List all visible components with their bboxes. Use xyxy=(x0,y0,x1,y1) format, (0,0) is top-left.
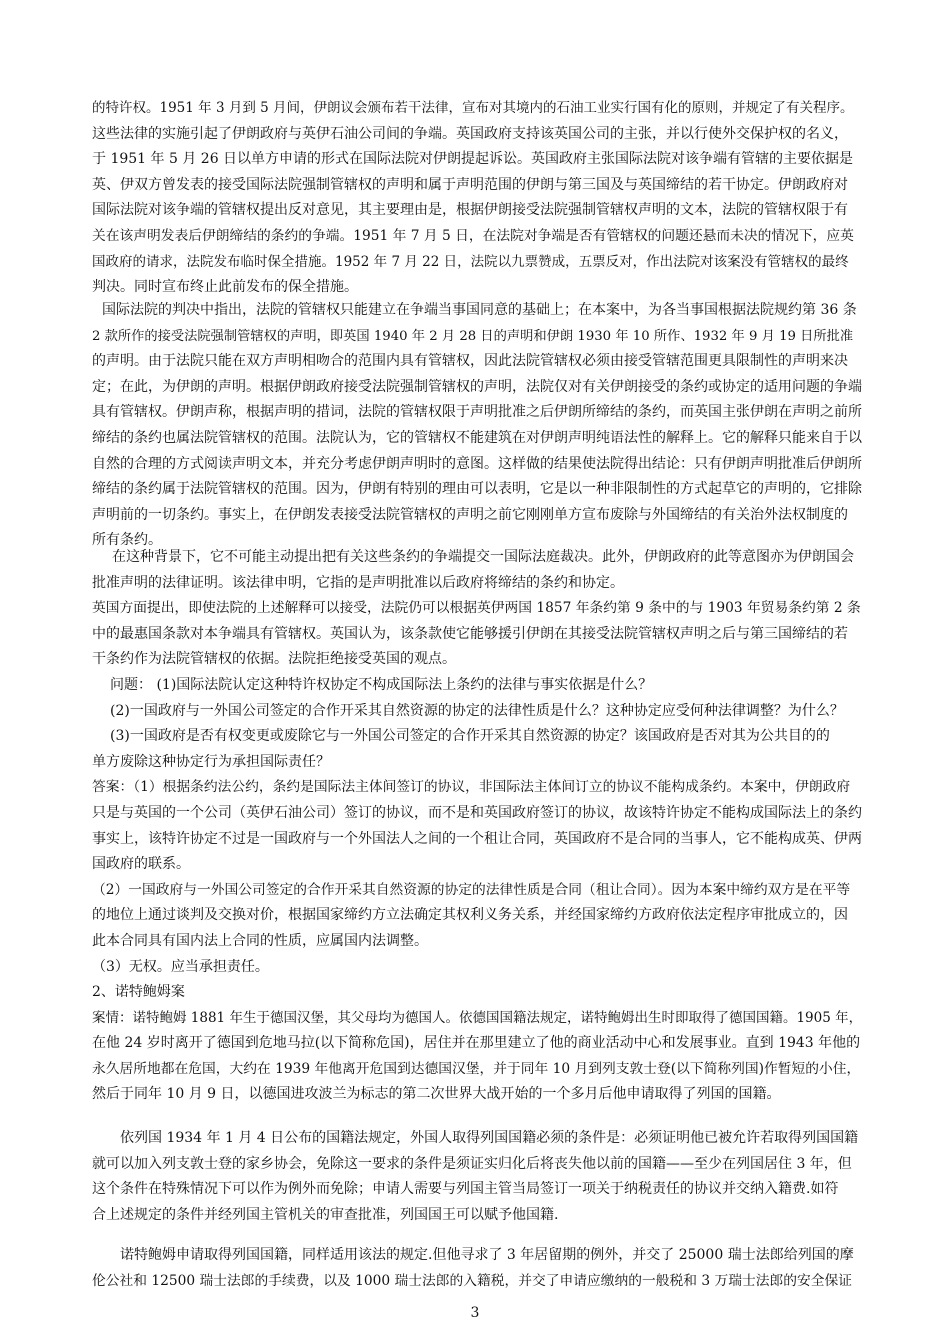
text-line: 英国方面提出，即使法院的上述解释可以接受，法院仍可以根据英伊两国 1857 年条约第 9 条中的与 1903 年贸易条约第 2 条 xyxy=(92,600,861,617)
text-line: 诺特鲍姆申请取得列国国籍，同样适用该法的规定.但他寻求了 3 年居留期的例外，并交了 25000 瑞士法郎给列国的摩 xyxy=(120,1247,854,1263)
text-line: 案情：诺特鲍姆 1881 年生于德国汉堡，其父母均为德国人。依德国国籍法规定，诺特鲍姆出生时即取得了德国国籍。1905 年， xyxy=(92,1009,862,1026)
text-line: 只是与英国的一个公司（英伊石油公司）签订的协议，而不是和英国政府签订的协议，故该特许协定不能构成国际法上的条约 xyxy=(92,804,862,821)
answer-1: 答案：（1）根据条约法公约，条约是国际法主体间签订的协议，非国际法主体间订立的协议不能构成条约。本案中，伊朗政府 xyxy=(92,779,851,796)
question-3: (3)一国政府是否有权变更或废除它与一外国公司签定的合作开采其自然资源的协定？该国政府是否对其为公共目的的 xyxy=(110,728,830,745)
text-line: 此本合同具有国内法上合同的性质，应属国内法调整。 xyxy=(92,932,428,949)
text-line: 国政府的请求，法院发布临时保全措施。1952 年 7 月 22 日，法院以九票赞成，五票反对，作出法院对该案没有管辖权的最终 xyxy=(92,253,849,270)
text-line: 在这种背景下，它不可能主动提出把有关这些条约的争端提交一国际法庭裁决。此外，伊朗政府的此等意图亦为伊朗国会 xyxy=(112,549,854,565)
text-line: 的特许权。1951 年 3 月到 5 月间，伊朗议会颁布若干法律，宣布对其境内的石油工业实行国有化的原则，并规定了有关程序。 xyxy=(92,100,854,116)
text-line: 于 1951 年 5 月 26 日以单方申请的形式在国际法院对伊朗提起诉讼。英国政府主张国际法院对该争端有管辖的主要依据是 xyxy=(92,151,854,168)
text-line: 国际法院对该争端的管辖权提出反对意见，其主要理由是，根据伊朗接受法院强制管辖权声明的文本，法院的管辖权限于有 xyxy=(92,202,848,219)
paragraph-case-background xyxy=(92,96,862,301)
text-line: 判决。同时宣布终止此前发布的保全措施。 xyxy=(92,279,358,296)
text-line: 声明前的一切条约。事实上，在伊朗发表接受法院管辖权的声明之前它刚刚单方宣布废除与外国缔结的有关治外法权制度的 xyxy=(92,506,848,523)
paragraph-nottebohm-application xyxy=(92,1243,862,1294)
text-line: 自然的合理的方式阅读声明文本，并充分考虑伊朗声明时的意图。这样做的结果使法院得出结论：只有伊朗声明批准后伊朗所 xyxy=(92,455,862,472)
page-number: 3 xyxy=(470,1305,480,1321)
text-line: 事实上，该特许协定不过是一国政府与一个外国法人之间的一个租让合同，英国政府不是合同的当事人，它不能构成英、伊两 xyxy=(92,830,862,847)
text-line: 单方废除这种协定行为承担国际责任？ xyxy=(92,753,330,770)
text-line: 干条约作为法院管辖权的依据。法院拒绝接受英国的观点。 xyxy=(92,651,456,668)
text-line: 这个条件在特殊情况下可以作为例外而免除；申请人需要与列国主管当局签订一项关于纳税责任的协议并交纳入籍费.如符 xyxy=(92,1181,839,1198)
text-line: 2 款所作的接受法院强制管辖权的声明，即英国 1940 年 2 月 28 日的声明和伊朗 1930 年 10 所作、1932 年 9 月 19 日所批准 xyxy=(92,328,854,344)
question-1: 问题： (1)国际法院认定这种特许权协定不构成国际法上条约的法律与事实依据是什么？ xyxy=(110,676,653,693)
text-line: 国政府的联系。 xyxy=(92,856,190,873)
text-line: 缔结的条约属于法院管辖权的范围。因为，伊朗有特别的理由可以表明，它是以一种非限制性的方式起草它的声明的，它排除 xyxy=(92,481,862,498)
paragraph-court-judgment xyxy=(92,298,862,554)
text-line: 依列国 1934 年 1 月 4 日公布的国籍法规定，外国人取得列国国籍必须的条件是：必须证明他已被允许若取得列国国籍 xyxy=(120,1130,859,1146)
text-line: 伦公社和 12500 瑞士法郎的手续费，以及 1000 瑞士法郎的入籍税，并交了申请应缴纳的一般税和 3 万瑞士法郎的安全保证 xyxy=(92,1272,852,1289)
text-line: 英、伊双方曾发表的接受国际法院强制管辖权的声明和属于声明范围的伊朗与第三国及与英国缔结的若干协定。伊朗政府对 xyxy=(92,176,848,193)
text-line: 缔结的条约也属法院管辖权的范围。法院认为，它的管辖权不能建筑在对伊朗声明纯语法性的解释上。它的解释只能来自于以 xyxy=(92,429,862,446)
text-line: 的声明。由于法院只能在双方声明相吻合的范围内具有管辖权，因此法院管辖权必须由接受管辖范围更具限制性的声明来决 xyxy=(92,353,848,370)
text-line: 就可以加入列支敦士登的家乡协会，免除这一要求的条件是须证实归化后将丧失他以前的国籍——至少在列国居住 3 年，但 xyxy=(92,1155,852,1172)
text-line: 在他 24 岁时离开了德国到危地马拉(以下简称危国)，居住并在那里建立了他的商业活动中心和发展事业。直到 1943 年他的 xyxy=(92,1035,861,1052)
text-line: 定；在此，为伊朗的声明。根据伊朗政府接受法院强制管辖权的声明，法院仅对有关伊朗接受的条约或协定的适用问题的争端 xyxy=(92,378,862,395)
text-line: 所有条约。 xyxy=(92,532,162,549)
text-line: 批准声明的法律证明。该法律申明，它指的是声明批准以后政府将缔结的条约和协定。 xyxy=(92,574,624,591)
answer-2: （2）一国政府与一外国公司签定的合作开采其自然资源的协定的法律性质是合同（租让合同）。因为本案中缔约双方是在平等 xyxy=(92,881,851,898)
text-line: 永久居所地都在危国，大约在 1939 年他离开危国到达德国汉堡，并于同年 10 月到列支敦士登(以下简称列国)作暂短的小住， xyxy=(92,1060,861,1077)
text-line: 关在该声明发表后伊朗缔结的条约的争端。1951 年 7 月 5 日，在法院对争端是否有管辖权的问题还悬而未决的情况下，应英 xyxy=(92,227,854,244)
paragraph-nationality-law xyxy=(92,1126,862,1228)
question-2: (2)一国政府与一外国公司签定的合作开采其自然资源的协定的法律性质是什么？这种协定应受何种法律调整？为什么？ xyxy=(110,702,844,719)
text-line: 的地位上通过谈判及交换对价，根据国家缔约方立法确定其权利义务关系，并经国家缔约方政府依法定程序审批成立的，因 xyxy=(92,907,848,924)
paragraph-background-and-questions xyxy=(92,545,862,1108)
text-line: 中的最惠国条款对本争端具有管辖权。英国认为，该条款使它能够援引伊朗在其接受法院管辖权声明之后与第三国缔结的若 xyxy=(92,625,848,642)
text-line: 国际法院的判决中指出，法院的管辖权只能建立在争端当事国同意的基础上；在本案中，为各当事国根据法院规约第 36 条 xyxy=(102,302,857,318)
text-line: 合上述规定的条件并经列国主管机关的审查批准，列国国王可以赋予他国籍. xyxy=(92,1206,559,1223)
answer-3: （3）无权。应当承担责任。 xyxy=(92,958,269,975)
text-line: 这些法律的实施引起了伊朗政府与英伊石油公司间的争端。英国政府支持该英国公司的主张，并以行使外交保护权的名义， xyxy=(92,125,848,142)
text-line: 然后于同年 10 月 9 日，以德国进攻波兰为标志的第二次世界大战开始的一个多月后他申请取得了列国的国籍。 xyxy=(92,1086,781,1103)
section-heading: 2、诺特鲍姆案 xyxy=(92,984,185,1001)
text-line: 具有管辖权。伊朗声称，根据声明的措词，法院的管辖权限于声明批准之后伊朗所缔结的条约，而英国主张伊朗在声明之前所 xyxy=(92,404,862,421)
